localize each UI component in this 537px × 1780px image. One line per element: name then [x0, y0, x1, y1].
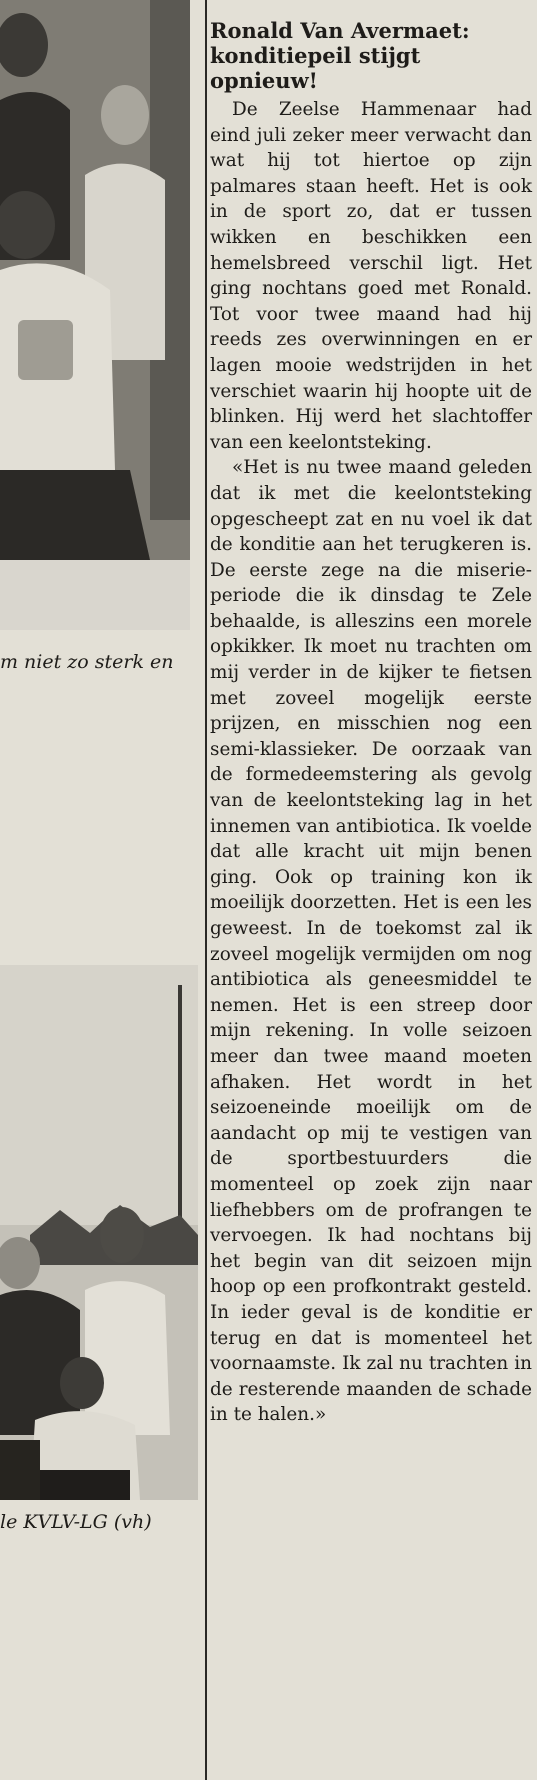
- article-headline: Ronald Van Avermaet: konditiepeil stijgt opnieuw!: [210, 18, 470, 93]
- photo-figures: [0, 0, 190, 630]
- article-paragraph: De Zeelse Hammenaar had eind juli zeker meer verwacht dan wat hij tot hiertoe op zijn palmares staan heeft. Het is ook in de sport zo, dat er tussen wikken en beschikken een hemelsbreed verschil ligt. Het ging nochtans goed met Ronald. Tot voor twee maand had hij reeds zes overwinningen en er lagen mooie wedstrijden in het verschiet waarin hij hoopte uit de blinken. Hij werd het slachtoffer van een keelontsteking.: [210, 99, 532, 453]
- article-paragraph: «Het is nu twee maand geleden dat ik met die keelontsteking opgescheept zat en nu voel ik dat de konditie aan het terugkeren is. De eerste zege na die miserie-periode die ik dinsdag te Zele behaalde, is alleszins een morele opkikker. Ik moet nu trachten om mij verder in de kijker te fietsen met zoveel mogelijk eerste prijzen, en misschien nog een semi-klassieker. De oorzaak van de formedeemstering als gevolg van de keelontsteking lag in het innemen van antibiotica. Ik voelde dat alle kracht uit mijn benen ging. Ook op training kon ik moeilijk doorzetten. Het is een les geweest. In de toekomst zal ik zoveel mogelijk vermijden om nog antibiotica als geneesmiddel te nemen. Het is een streep door mijn rekening. In volle seizoen meer dan twee maand moeten afhaken. Het wordt in het seizoeneinde moeilijk om de aandacht op mij te vestigen van de sportbestuurders die momenteel op zoek zijn naar liefhebbers om de profrangen te vervoegen. Ik had nochtans bij het begin van dit seizoen mijn hoop op een profkontrakt gesteld. In ieder geval is de konditie er terug en dat is momenteel het voornaamste. Ik zal nu trachten in de resterende maanden de schade in te halen.»: [210, 457, 532, 1426]
- article: [210, 18, 532, 1428]
- photo-figures: [0, 965, 198, 1500]
- photo-caption: le KVLV-LG (vh): [0, 1511, 152, 1533]
- photo-cycling-group: [0, 0, 190, 630]
- photo-caption: m niet zo sterk en: [0, 651, 174, 673]
- column-divider: [205, 0, 207, 1780]
- photo-club-group: [0, 965, 198, 1500]
